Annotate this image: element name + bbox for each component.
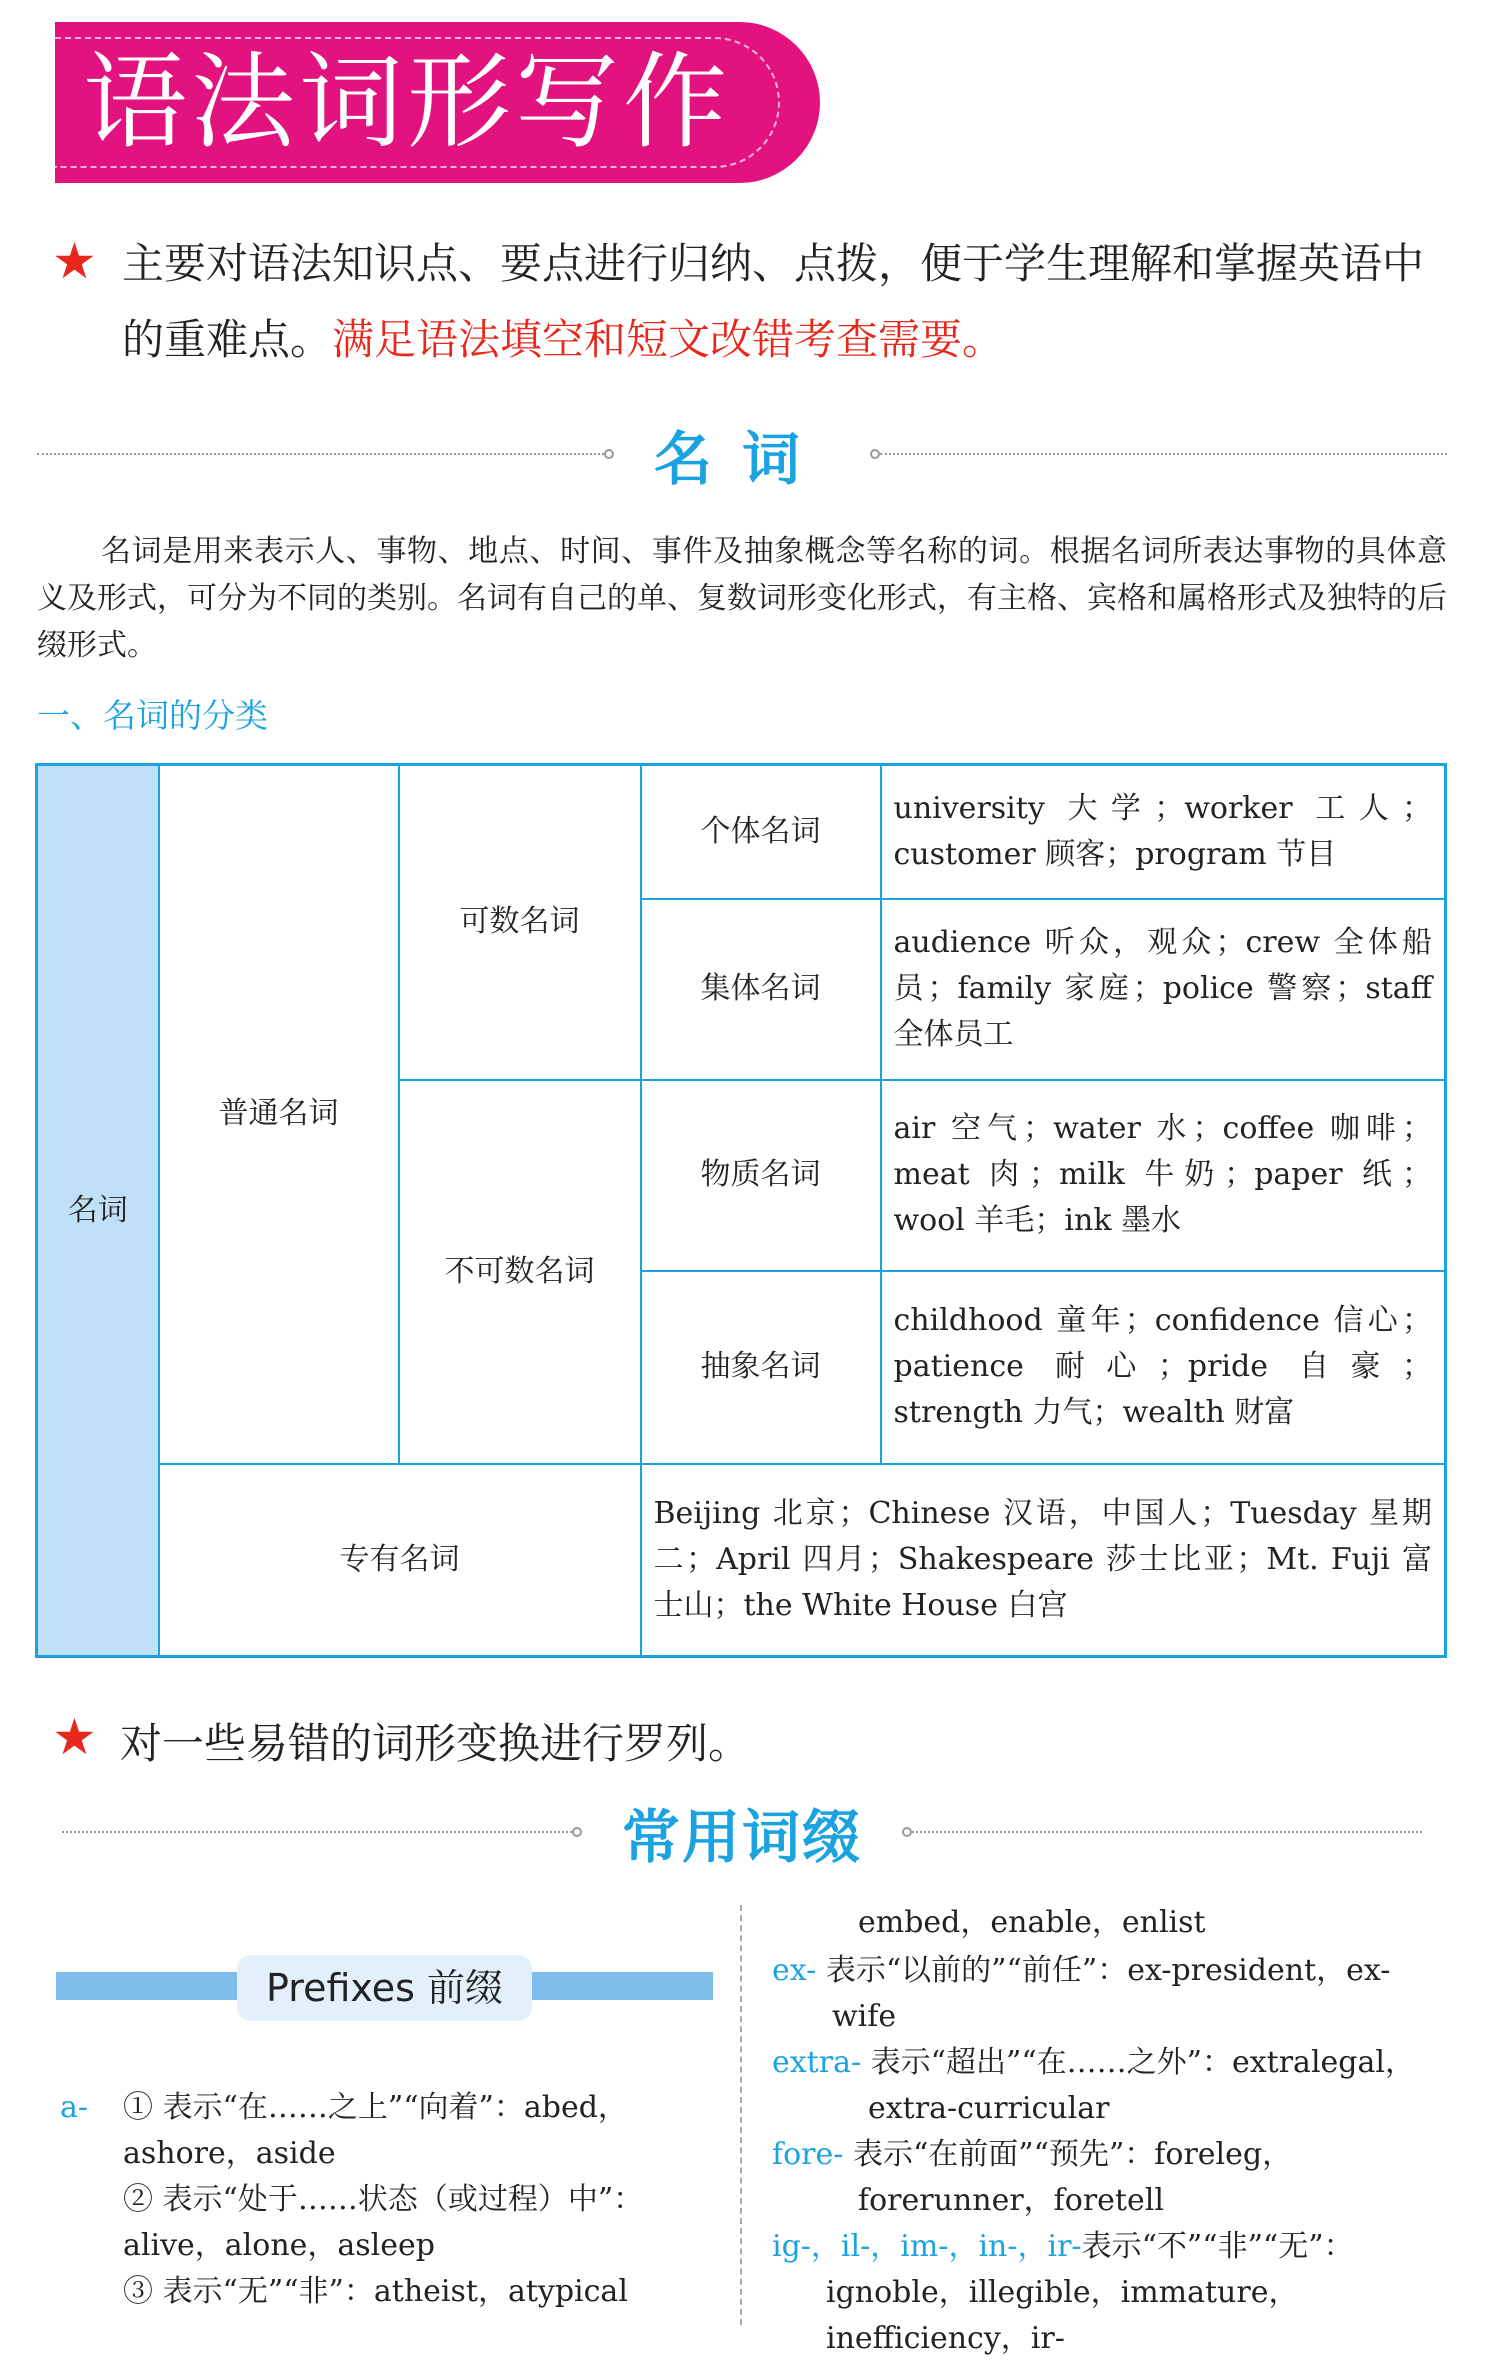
root-cell: 名词: [37, 765, 159, 1657]
title-banner: [55, 22, 820, 183]
star-icon: ★: [52, 1708, 97, 1766]
intro-red: 满足语法填空和短文改错考查需要。: [332, 315, 1005, 364]
examples-cell: air 空气；water 水；coffee 咖啡；meat 肉；milk 牛奶；paper 纸；wool 羊毛；ink 墨水: [881, 1080, 1446, 1271]
common-noun-cell: 普通名词: [159, 765, 399, 1464]
type-cell: 集体名词: [641, 899, 881, 1080]
a-meaning-3: ③ 表示“无”“非”：atheist，atypical: [123, 2274, 628, 2309]
prefix-meaning: 表示“不”“非”“无”：ignoble，illegible，immature，inefficiency，ir-: [826, 2229, 1354, 2356]
examples-cell: audience 听众，观众；crew 全体船员；family 家庭；police 警察；staff 全体员工: [881, 899, 1446, 1080]
prefix: ex-: [772, 1953, 817, 1988]
section-title: 名词: [654, 425, 831, 493]
prefix: extra-: [772, 2045, 862, 2080]
star-icon: ★: [52, 232, 97, 290]
examples-cell: childhood 童年；confidence 信心；patience 耐心；pride 自豪；strength 力气；wealth 财富: [881, 1271, 1446, 1464]
intro-black: 主要对语法知识点、要点进行归纳、点拨，便于学生理解和掌握英语中的重难点。: [122, 239, 1425, 364]
intro-text: [52, 226, 1452, 378]
section-heading-affixes: [62, 1790, 1422, 1874]
prefix-label: Prefixes 前缀: [237, 1955, 532, 2021]
left-column: [60, 2085, 710, 2315]
proper-noun-cell: 专有名词: [159, 1464, 641, 1657]
type-cell: 个体名词: [641, 765, 881, 899]
a-meaning-1: ① 表示“在……之上”“向着”：abed，ashore，aside: [123, 2090, 628, 2171]
proper-examples-cell: Beijing 北京；Chinese 汉语，中国人；Tuesday 星期二；April 四月；Shakespeare 莎士比亚；Mt. Fuji 富士山；the White House 白宫: [641, 1464, 1446, 1657]
right-column: [772, 1900, 1422, 2362]
subheading: 一、名词的分类: [37, 696, 268, 735]
uncountable-cell: 不可数名词: [399, 1080, 641, 1464]
prefix-entry: [772, 2132, 1422, 2224]
section-heading-nouns: [37, 412, 1447, 496]
page-title: 语法词形写作: [83, 41, 732, 163]
prefix-entry: [772, 2224, 1422, 2362]
prefix-a: a-: [60, 2090, 89, 2125]
noun-paragraph: 名词是用来表示人、事物、地点、时间、事件及抽象概念等名称的词。根据名词所表达事物的具体意义及形式，可分为不同的类别。名词有自己的单、复数词形变化形式，有主格、宾格和属格形式及独特的后缀形式。: [37, 534, 1447, 663]
prefix: fore-: [772, 2137, 844, 2172]
prefix: ig-，il-，im-，in-，ir-: [772, 2229, 1082, 2264]
examples-cell: university 大学；worker 工人；customer 顾客；program 节目: [881, 765, 1446, 899]
intro2-text: 对一些易错的词形变换进行罗列。: [120, 1719, 751, 1768]
intro2-block: [52, 1706, 1452, 1782]
prefix-meaning: 表示“超出”“在……之外”：extralegal，extra-curricular: [868, 2045, 1415, 2126]
a-meaning-2: ② 表示“处于……状态（或过程）中”：alive，alone，asleep: [123, 2182, 644, 2263]
prefix-entry: [772, 2040, 1422, 2132]
column-divider: [740, 1905, 742, 2325]
prefix-meaning: 表示“以前的”“前任”：ex-president，ex-wife: [825, 1953, 1391, 2034]
countable-cell: 可数名词: [399, 765, 641, 1080]
type-cell: 抽象名词: [641, 1271, 881, 1464]
noun-classification-table: [35, 763, 1447, 1658]
continuation-line: embed，enable，enlist: [858, 1905, 1206, 1940]
prefix-meaning: 表示“在前面”“预先”：foreleg，forerunner，foretell: [852, 2137, 1293, 2218]
prefix-entry: [772, 1948, 1422, 2040]
section-title: 常用词缀: [622, 1803, 863, 1871]
type-cell: 物质名词: [641, 1080, 881, 1271]
intro-block: [52, 226, 1452, 378]
